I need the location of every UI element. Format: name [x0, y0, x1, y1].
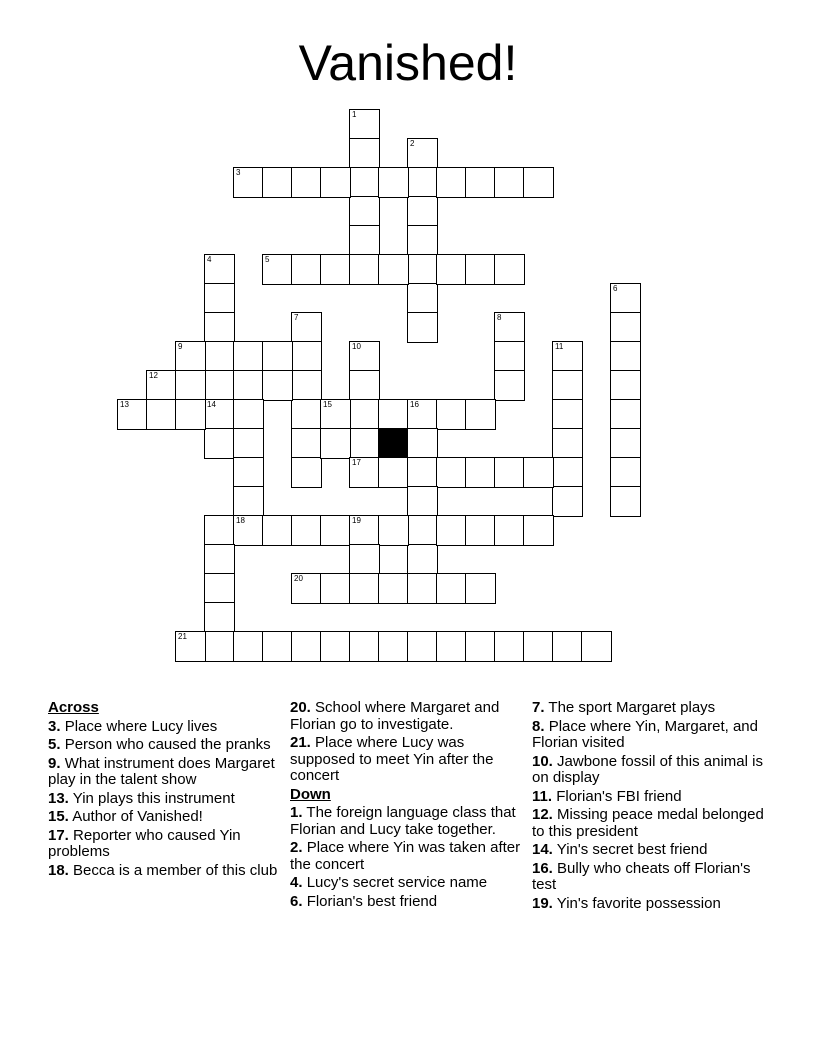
grid-cell[interactable] [263, 516, 292, 545]
clue-text: Reporter who caused Yin problems [48, 826, 241, 860]
grid-cell[interactable] [553, 371, 582, 400]
clue-item [290, 805, 526, 838]
grid-cell[interactable] [437, 632, 466, 661]
clue-item [290, 875, 526, 892]
clue-text: Yin's secret best friend [556, 841, 708, 858]
clue-number-label: 10 [352, 342, 361, 351]
clue-item [532, 789, 768, 806]
grid-cell[interactable] [379, 168, 408, 197]
grid-cell[interactable] [292, 255, 321, 284]
clue-number: 10. [532, 752, 553, 770]
grid-cell[interactable] [611, 429, 640, 458]
grid-cell[interactable] [408, 168, 437, 197]
grid-cell[interactable] [611, 313, 640, 342]
clue-number: 1. [290, 804, 303, 821]
grid-cell[interactable] [611, 487, 640, 516]
clue-number: 9. [48, 754, 61, 772]
grid-cell[interactable] [437, 458, 466, 487]
clue-column [532, 700, 768, 914]
grid-cell[interactable] [611, 458, 640, 487]
clue-text: Yin's favorite possession [556, 894, 721, 912]
grid-cell[interactable] [205, 255, 234, 284]
grid-cell[interactable] [350, 400, 379, 429]
grid-cell[interactable] [495, 371, 524, 400]
clue-text: Bully who cheats off Florian's test [532, 859, 751, 893]
grid-cell[interactable] [292, 400, 321, 429]
clue-number-label: 1 [352, 110, 357, 119]
grid-cell[interactable] [263, 371, 292, 400]
clue-text: Lucy's secret service name [306, 874, 488, 891]
clue-number-label: 12 [149, 371, 158, 380]
clue-number-label: 2 [410, 139, 415, 148]
clue-item [48, 863, 284, 880]
grid-cell[interactable] [524, 632, 553, 661]
clue-number-label: 5 [265, 255, 270, 264]
grid-cell[interactable] [321, 574, 350, 603]
grid-cell[interactable] [205, 342, 234, 371]
grid-cell[interactable] [234, 487, 263, 516]
grid-cell[interactable] [466, 458, 495, 487]
grid-cell[interactable] [524, 168, 553, 197]
grid-cell[interactable] [466, 574, 495, 603]
grid-cell[interactable] [292, 313, 321, 342]
grid-cell[interactable] [437, 516, 466, 545]
puzzle-title: Vanished! [298, 35, 518, 91]
grid-cell[interactable] [466, 168, 495, 197]
grid-cell[interactable] [234, 168, 263, 197]
grid-cell[interactable] [611, 284, 640, 313]
grid-cell[interactable] [118, 400, 147, 429]
clue-text: Missing peace medal belonged to this president [532, 806, 764, 840]
grid-cell[interactable] [408, 400, 437, 429]
clue-number: 18. [48, 861, 69, 879]
grid-cell[interactable] [437, 574, 466, 603]
grid-cell[interactable] [495, 632, 524, 661]
clue-number: 21. [290, 734, 311, 751]
grid-cell[interactable] [611, 400, 640, 429]
grid-cell[interactable] [379, 458, 408, 487]
grid-cell[interactable] [466, 255, 495, 284]
grid-cell[interactable] [495, 342, 524, 371]
clue-item [290, 894, 526, 911]
grid-cell[interactable] [466, 516, 495, 545]
clue-number: 20. [290, 699, 311, 716]
grid-cell[interactable] [292, 168, 321, 197]
grid-cell[interactable] [176, 632, 205, 661]
clue-text: Yin plays this instrument [72, 789, 235, 807]
grid-cell[interactable] [350, 632, 379, 661]
grid-cell[interactable] [263, 632, 292, 661]
grid-cell[interactable] [350, 458, 379, 487]
grid-cell[interactable] [408, 516, 437, 545]
grid-cell[interactable] [582, 632, 611, 661]
grid-cell[interactable] [147, 400, 176, 429]
clue-item [48, 828, 284, 861]
grid-cell[interactable] [205, 313, 234, 342]
grid-cell[interactable] [553, 458, 582, 487]
clue-text: Place where Lucy lives [64, 717, 218, 735]
clue-item [532, 896, 768, 913]
grid-cell[interactable] [234, 516, 263, 545]
clue-number-label: 19 [352, 516, 361, 525]
clue-text: Place where Yin, Margaret, and Florian visited [532, 717, 758, 751]
grid-cell[interactable] [176, 400, 205, 429]
clue-column [48, 700, 284, 881]
grid-cell[interactable] [379, 516, 408, 545]
grid-cell[interactable] [495, 516, 524, 545]
clue-text: School where Margaret and Florian go to investigate. [290, 699, 500, 733]
clue-number-label: 14 [207, 400, 216, 409]
grid-cell[interactable] [205, 603, 234, 632]
grid-cell[interactable] [321, 516, 350, 545]
grid-cell[interactable] [408, 458, 437, 487]
clue-item [48, 809, 284, 826]
grid-cell[interactable] [234, 458, 263, 487]
grid-cell[interactable] [205, 574, 234, 603]
grid-cell[interactable] [350, 226, 379, 255]
clue-text: Place where Yin was taken after the concert [290, 839, 521, 873]
grid-cell[interactable] [350, 545, 379, 574]
grid-cell[interactable] [408, 139, 437, 168]
grid-cell[interactable] [292, 574, 321, 603]
grid-cell[interactable] [350, 168, 379, 197]
grid-cell[interactable] [611, 342, 640, 371]
grid-cell[interactable] [292, 342, 321, 371]
grid-cell[interactable] [292, 458, 321, 487]
clue-number-label: 11 [555, 342, 564, 351]
grid-cell[interactable] [234, 400, 263, 429]
grid-cell[interactable] [263, 255, 292, 284]
grid-cell[interactable] [292, 371, 321, 400]
grid-cell[interactable] [205, 371, 234, 400]
grid-cell[interactable] [350, 342, 379, 371]
grid-cell[interactable] [437, 168, 466, 197]
grid-cell[interactable] [495, 458, 524, 487]
clue-number: 5. [48, 736, 61, 753]
clue-number-label: 17 [352, 458, 361, 467]
clue-number: 15. [48, 808, 69, 825]
grid-cell[interactable] [205, 429, 234, 458]
clue-number: 11. [532, 787, 553, 805]
grid-cell[interactable] [379, 632, 408, 661]
clue-number-label: 16 [410, 400, 419, 409]
grid-cell[interactable] [408, 226, 437, 255]
grid-cell[interactable] [234, 429, 263, 458]
grid-cell[interactable] [321, 429, 350, 458]
clue-number-label: 6 [613, 284, 618, 293]
grid-cell[interactable] [263, 342, 292, 371]
down-heading: Down [290, 785, 331, 803]
clue-number: 3. [48, 717, 61, 735]
grid-cell[interactable] [524, 516, 553, 545]
grid-cell[interactable] [350, 197, 379, 226]
clue-text: The sport Margaret plays [548, 699, 716, 716]
clue-text: Place where Lucy was supposed to meet Yin after the concert [290, 734, 494, 784]
grid-cell[interactable] [205, 632, 234, 661]
clue-column [290, 700, 526, 912]
grid-cell[interactable] [495, 313, 524, 342]
grid-cell[interactable] [350, 429, 379, 458]
grid-cell[interactable] [350, 255, 379, 284]
grid-cell[interactable] [408, 574, 437, 603]
grid-cell[interactable] [408, 255, 437, 284]
grid-cell[interactable] [205, 545, 234, 574]
clue-number-label: 7 [294, 313, 299, 322]
clue-item [48, 756, 284, 789]
grid-cell[interactable] [408, 632, 437, 661]
clue-item [48, 719, 284, 736]
grid-cell[interactable] [292, 516, 321, 545]
grid-cell[interactable] [234, 342, 263, 371]
clue-text: Becca is a member of this club [73, 861, 278, 879]
grid-cell[interactable] [379, 429, 408, 458]
across-heading: Across [48, 699, 99, 716]
clue-text: The foreign language class that Florian and Lucy take together. [290, 804, 516, 838]
clue-item [48, 791, 284, 808]
grid-cell[interactable] [350, 574, 379, 603]
grid-cell[interactable] [379, 400, 408, 429]
clue-number-label: 13 [120, 400, 129, 409]
clue-number: 2. [290, 839, 303, 856]
clue-item [290, 700, 526, 733]
clue-number: 13. [48, 789, 69, 807]
grid-cell[interactable] [321, 400, 350, 429]
grid-cell[interactable] [408, 313, 437, 342]
grid-cell[interactable] [408, 487, 437, 516]
clue-number-label: 15 [323, 400, 332, 409]
grid-cell[interactable] [553, 632, 582, 661]
grid-cell[interactable] [176, 342, 205, 371]
clue-text: What instrument does Margaret play in the talent show [48, 754, 275, 788]
grid-cell[interactable] [176, 371, 205, 400]
clue-text: Florian's best friend [306, 892, 438, 910]
clue-number-label: 18 [236, 516, 245, 525]
grid-cell[interactable] [379, 574, 408, 603]
clue-number: 16. [532, 859, 553, 877]
grid-cell[interactable] [553, 342, 582, 371]
clue-item [532, 754, 768, 787]
grid-cell[interactable] [205, 284, 234, 313]
grid-cell[interactable] [205, 400, 234, 429]
clue-number: 4. [290, 874, 303, 891]
grid-cell[interactable] [234, 632, 263, 661]
clue-number-label: 8 [497, 313, 502, 322]
clue-number: 12. [532, 806, 553, 823]
grid-cell[interactable] [495, 255, 524, 284]
grid-cell[interactable] [263, 168, 292, 197]
grid-cell[interactable] [205, 516, 234, 545]
grid-cell[interactable] [553, 487, 582, 516]
clue-text: Jawbone fossil of this animal is on display [532, 752, 763, 786]
clue-number: 6. [290, 892, 303, 910]
grid-cell[interactable] [408, 284, 437, 313]
clue-item [532, 842, 768, 859]
grid-cell[interactable] [292, 632, 321, 661]
grid-cell[interactable] [350, 139, 379, 168]
clue-item [532, 807, 768, 840]
clue-number: 8. [532, 717, 545, 735]
grid-cell[interactable] [553, 429, 582, 458]
grid-cell[interactable] [611, 371, 640, 400]
grid-cell[interactable] [234, 371, 263, 400]
clue-number: 14. [532, 841, 553, 858]
clue-text: Person who caused the pranks [64, 736, 271, 753]
grid-cell[interactable] [466, 632, 495, 661]
clue-number: 19. [532, 894, 553, 912]
grid-cell[interactable] [321, 168, 350, 197]
grid-cell[interactable] [350, 516, 379, 545]
clue-number-label: 3 [236, 168, 241, 177]
clue-number-label: 4 [207, 255, 212, 264]
grid-cell[interactable] [524, 458, 553, 487]
grid-cell[interactable] [553, 400, 582, 429]
grid-cell[interactable] [321, 255, 350, 284]
clue-item [532, 700, 768, 717]
clue-text: Author of Vanished! [72, 808, 203, 825]
grid-cell[interactable] [147, 371, 176, 400]
grid-cell[interactable] [292, 429, 321, 458]
grid-cell[interactable] [495, 168, 524, 197]
clue-item [532, 861, 768, 894]
clue-number: 7. [532, 699, 545, 716]
grid-cell[interactable] [350, 110, 379, 139]
clue-item [290, 840, 526, 873]
clue-number-label: 9 [178, 342, 183, 351]
clue-number: 17. [48, 826, 69, 844]
grid-cell[interactable] [379, 255, 408, 284]
grid-cell[interactable] [350, 371, 379, 400]
grid-cell[interactable] [437, 400, 466, 429]
grid-cell[interactable] [408, 429, 437, 458]
clue-number-label: 21 [178, 632, 187, 641]
clue-item [532, 719, 768, 752]
grid-cell[interactable] [408, 197, 437, 226]
grid-cell[interactable] [466, 400, 495, 429]
grid-cell[interactable] [321, 632, 350, 661]
clue-text: Florian's FBI friend [556, 787, 682, 805]
grid-cell[interactable] [437, 255, 466, 284]
clue-number-label: 20 [294, 574, 303, 583]
clue-item [290, 735, 526, 785]
grid-cell[interactable] [408, 545, 437, 574]
clue-item [48, 737, 284, 754]
